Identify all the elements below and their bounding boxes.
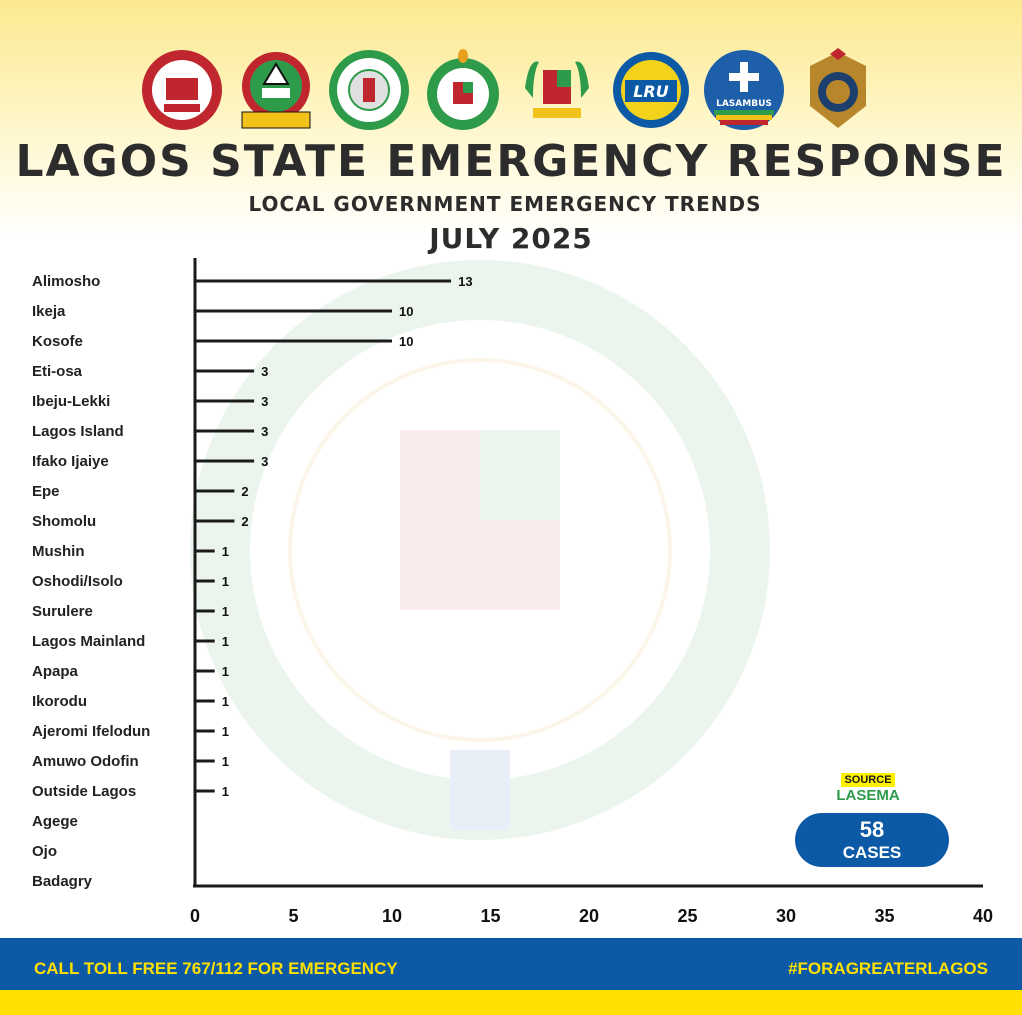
source-label: SOURCE	[841, 773, 894, 787]
x-tick-label: 0	[189, 906, 201, 926]
category-label: Agege	[32, 813, 78, 830]
bar-value-label: 1	[221, 544, 229, 559]
category-label: Surulere	[32, 603, 93, 620]
x-tick-label: 35	[874, 906, 895, 926]
category-label: Ajeromi Ifelodun	[32, 723, 151, 740]
x-tick-label: 25	[677, 906, 698, 926]
category-label: Ikorodu	[32, 693, 87, 710]
fire-service-logo	[327, 48, 411, 132]
bar-value-label: 1	[221, 784, 229, 799]
bar-value-label: 1	[221, 754, 229, 769]
bar-value-label: 10	[399, 304, 414, 319]
lagos-coat-of-arms-logo	[515, 48, 599, 132]
lasema-logo	[421, 48, 505, 132]
bar-value-label: 13	[458, 274, 473, 289]
lasbca-logo	[140, 48, 224, 132]
footer-stripe	[0, 990, 1022, 1015]
total-cases-label: CASES	[842, 843, 902, 862]
category-label: Mushin	[32, 543, 85, 560]
lasambus-logo	[702, 48, 786, 132]
category-label: Alimosho	[32, 273, 101, 290]
category-label: Eti-osa	[32, 363, 83, 380]
page-title: LAGOS STATE EMERGENCY RESPONSE	[15, 136, 1007, 187]
category-label: Lagos Mainland	[32, 633, 146, 650]
bar-value-label: 3	[261, 424, 269, 439]
category-label: Ibeju-Lekki	[32, 393, 111, 410]
total-cases-badge	[795, 813, 949, 867]
category-label: Shomolu	[32, 513, 97, 530]
category-label: Lagos Island	[32, 423, 124, 440]
bar-value-label: 2	[241, 484, 249, 499]
total-cases-number: 58	[859, 817, 885, 842]
category-label: Badagry	[32, 873, 93, 890]
category-label: Outside Lagos	[32, 783, 137, 800]
bar-value-label: 10	[399, 334, 414, 349]
bar-value-label: 1	[221, 694, 229, 709]
category-label: Ifako Ijaiye	[32, 453, 109, 470]
bar-value-label: 2	[241, 514, 249, 529]
bar-value-label: 1	[221, 634, 229, 649]
x-tick-label: 30	[775, 906, 797, 926]
bar-value-label: 1	[221, 604, 229, 619]
category-label: Amuwo Odofin	[32, 753, 139, 770]
footer-hashtag: #FORAGREATERLAGOS	[788, 959, 988, 978]
bar-value-label: 1	[221, 724, 229, 739]
x-tick-label: 40	[972, 906, 994, 926]
category-label: Apapa	[32, 663, 78, 680]
x-tick-label: 5	[288, 906, 299, 926]
category-label: Ojo	[32, 843, 57, 860]
bar-value-label: 1	[221, 664, 229, 679]
bar-value-label: 3	[261, 394, 269, 409]
source-block	[808, 768, 928, 804]
report-month: JULY 2025	[429, 222, 593, 255]
x-tick-label: 10	[381, 906, 403, 926]
source-name: LASEMA	[836, 787, 900, 804]
x-tick-label: 15	[480, 906, 501, 926]
category-label: Kosofe	[32, 333, 83, 350]
logo-strip	[140, 42, 880, 138]
bar-value-label: 3	[261, 454, 269, 469]
footer-hotline: CALL TOLL FREE 767/112 FOR EMERGENCY	[34, 959, 398, 978]
bar-value-label: 1	[221, 574, 229, 589]
bar-value-label: 3	[261, 364, 269, 379]
page-subtitle: LOCAL GOVERNMENT EMERGENCY TRENDS	[248, 192, 762, 216]
category-label: Oshodi/Isolo	[32, 573, 123, 590]
category-label: Ikeja	[32, 303, 66, 320]
x-tick-label: 20	[578, 906, 600, 926]
svg-text:LASAMBUS: LASAMBUS	[716, 99, 773, 109]
lastma-logo	[234, 48, 318, 132]
svg-text:LRU: LRU	[632, 82, 669, 101]
krs-badge-logo	[796, 48, 880, 132]
category-label: Epe	[32, 483, 60, 500]
lru-logo	[609, 48, 693, 132]
